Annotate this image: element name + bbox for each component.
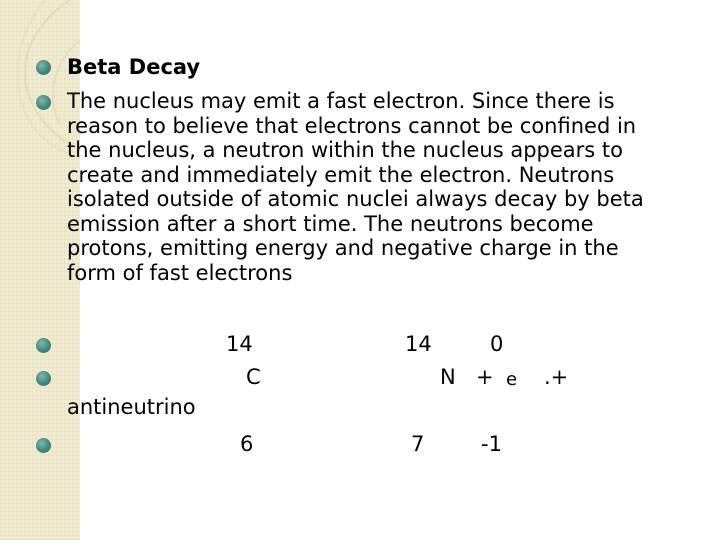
bullet-icon [36, 338, 51, 353]
paragraph-line: reason to believe that electrons cannot be confined in [67, 113, 637, 138]
antineutrino-label: antineutrino [67, 395, 196, 419]
nitrogen-mass-number: 14 [405, 332, 432, 356]
plus-sign: + [476, 365, 494, 389]
carbon-atomic-number: 6 [240, 432, 254, 456]
paragraph-line: the nucleus, a neutron within the nucleus appears to [67, 138, 623, 162]
paragraph-line: protons, emitting energy and negative charge in the [67, 236, 619, 260]
bullet-icon [36, 438, 51, 453]
nitrogen-symbol: N [440, 365, 456, 389]
carbon-mass-number: 14 [226, 332, 253, 356]
electron-symbol: e [506, 369, 518, 390]
paragraph-line: emission after a short time. The neutrons become [67, 211, 594, 236]
paragraph-line: create and immediately emit the electron. Neutrons [67, 162, 615, 187]
electron-atomic-number: -1 [481, 432, 502, 456]
plus-antineutrino-sign: .+ [544, 365, 569, 389]
electron-mass-number: 0 [490, 332, 504, 356]
paragraph-line: form of fast electrons [67, 260, 293, 285]
nitrogen-atomic-number: 7 [411, 432, 425, 456]
paragraph-line: isolated outside of atomic nuclei always decay by beta [67, 187, 644, 211]
bullet-icon [36, 95, 51, 110]
carbon-symbol: C [246, 365, 261, 389]
paragraph-block [67, 89, 644, 285]
slide-heading: Beta Decay [67, 55, 201, 79]
bullet-icon [36, 371, 51, 386]
paragraph-line: The nucleus may emit a fast electron. Since there is [67, 89, 615, 113]
bullet-icon [36, 60, 51, 75]
